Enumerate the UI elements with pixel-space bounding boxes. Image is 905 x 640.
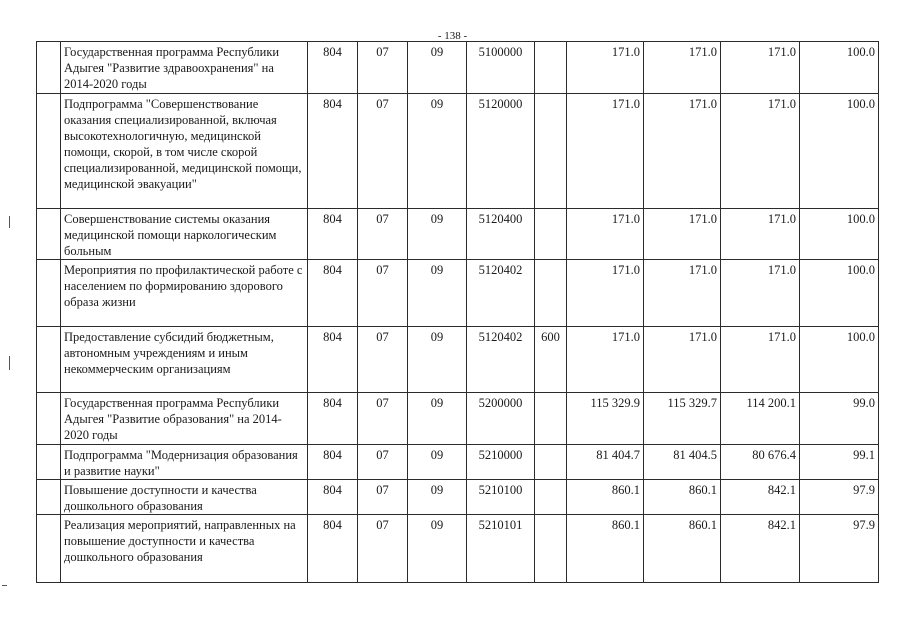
ministry-code: 804 xyxy=(308,94,358,209)
execution-percent: 99.0 xyxy=(800,393,879,445)
subsection-code: 09 xyxy=(408,42,467,94)
subsection-code: 09 xyxy=(408,515,467,583)
subsection-code: 09 xyxy=(408,445,467,480)
expense-type-code xyxy=(535,209,567,260)
plan-amount: 171.0 xyxy=(567,260,644,327)
table-row xyxy=(37,445,879,480)
table-row xyxy=(37,42,879,94)
actual-amount: 171.0 xyxy=(721,42,800,94)
table-row xyxy=(37,327,879,393)
expense-type-code xyxy=(535,260,567,327)
execution-percent: 97.9 xyxy=(800,480,879,515)
actual-amount: 842.1 xyxy=(721,480,800,515)
target-article-code: 5120402 xyxy=(467,327,535,393)
table-row xyxy=(37,94,879,209)
row-number-cell xyxy=(37,480,61,515)
execution-percent: 100.0 xyxy=(800,327,879,393)
execution-percent: 100.0 xyxy=(800,260,879,327)
target-article-code: 5120400 xyxy=(467,209,535,260)
section-code: 07 xyxy=(358,42,408,94)
row-number-cell xyxy=(37,42,61,94)
table-row xyxy=(37,260,879,327)
table-row xyxy=(37,480,879,515)
section-code: 07 xyxy=(358,393,408,445)
section-code: 07 xyxy=(358,480,408,515)
refined-plan-amount: 171.0 xyxy=(644,42,721,94)
budget-item-name: Предоставление субсидий бюджетным, автономным учреждениям и иным некоммерческим организациям xyxy=(61,327,308,393)
plan-amount: 171.0 xyxy=(567,94,644,209)
refined-plan-amount: 171.0 xyxy=(644,327,721,393)
section-code: 07 xyxy=(358,445,408,480)
target-article-code: 5100000 xyxy=(467,42,535,94)
ministry-code: 804 xyxy=(308,42,358,94)
refined-plan-amount: 171.0 xyxy=(644,94,721,209)
section-code: 07 xyxy=(358,94,408,209)
row-number-cell xyxy=(37,327,61,393)
subsection-code: 09 xyxy=(408,393,467,445)
actual-amount: 171.0 xyxy=(721,209,800,260)
execution-percent: 97.9 xyxy=(800,515,879,583)
table-row xyxy=(37,393,879,445)
expense-type-code: 600 xyxy=(535,327,567,393)
row-number-cell xyxy=(37,445,61,480)
execution-percent: 100.0 xyxy=(800,94,879,209)
expense-type-code xyxy=(535,515,567,583)
plan-amount: 81 404.7 xyxy=(567,445,644,480)
target-article-code: 5210100 xyxy=(467,480,535,515)
execution-percent: 99.1 xyxy=(800,445,879,480)
budget-item-name: Мероприятия по профилактической работе с населением по формированию здорового образа жизни xyxy=(61,260,308,327)
budget-item-name: Реализация мероприятий, направленных на повышение доступности и качества дошкольного образования xyxy=(61,515,308,583)
refined-plan-amount: 115 329.7 xyxy=(644,393,721,445)
section-code: 07 xyxy=(358,260,408,327)
ministry-code: 804 xyxy=(308,515,358,583)
execution-percent: 100.0 xyxy=(800,209,879,260)
refined-plan-amount: 860.1 xyxy=(644,515,721,583)
table-row xyxy=(37,515,879,583)
plan-amount: 115 329.9 xyxy=(567,393,644,445)
actual-amount: 842.1 xyxy=(721,515,800,583)
ministry-code: 804 xyxy=(308,260,358,327)
budget-item-name: Государственная программа Республики Адыгея "Развитие здравоохранения" на 2014-2020 годы xyxy=(61,42,308,94)
ministry-code: 804 xyxy=(308,480,358,515)
row-number-cell xyxy=(37,515,61,583)
plan-amount: 171.0 xyxy=(567,209,644,260)
target-article-code: 5210101 xyxy=(467,515,535,583)
refined-plan-amount: 171.0 xyxy=(644,260,721,327)
subsection-code: 09 xyxy=(408,480,467,515)
subsection-code: 09 xyxy=(408,260,467,327)
refined-plan-amount: 171.0 xyxy=(644,209,721,260)
actual-amount: 171.0 xyxy=(721,327,800,393)
target-article-code: 5120402 xyxy=(467,260,535,327)
actual-amount: 171.0 xyxy=(721,260,800,327)
target-article-code: 5200000 xyxy=(467,393,535,445)
refined-plan-amount: 81 404.5 xyxy=(644,445,721,480)
table-row xyxy=(37,209,879,260)
expense-type-code xyxy=(535,393,567,445)
subsection-code: 09 xyxy=(408,327,467,393)
plan-amount: 171.0 xyxy=(567,42,644,94)
margin-mark xyxy=(9,216,10,228)
expense-type-code xyxy=(535,445,567,480)
target-article-code: 5120000 xyxy=(467,94,535,209)
expense-type-code xyxy=(535,480,567,515)
section-code: 07 xyxy=(358,515,408,583)
actual-amount: 171.0 xyxy=(721,94,800,209)
row-number-cell xyxy=(37,94,61,209)
refined-plan-amount: 860.1 xyxy=(644,480,721,515)
ministry-code: 804 xyxy=(308,445,358,480)
budget-item-name: Повышение доступности и качества дошкольного образования xyxy=(61,480,308,515)
subsection-code: 09 xyxy=(408,94,467,209)
budget-item-name: Подпрограмма "Модернизация образования и развитие науки" xyxy=(61,445,308,480)
page-number: - 138 - xyxy=(437,30,468,42)
expense-type-code xyxy=(535,94,567,209)
row-number-cell xyxy=(37,393,61,445)
row-number-cell xyxy=(37,209,61,260)
actual-amount: 114 200.1 xyxy=(721,393,800,445)
row-number-cell xyxy=(37,260,61,327)
budget-item-name: Государственная программа Республики Адыгея "Развитие образования" на 2014-2020 годы xyxy=(61,393,308,445)
execution-percent: 100.0 xyxy=(800,42,879,94)
ministry-code: 804 xyxy=(308,327,358,393)
actual-amount: 80 676.4 xyxy=(721,445,800,480)
ministry-code: 804 xyxy=(308,209,358,260)
margin-mark xyxy=(9,356,10,370)
margin-mark xyxy=(2,585,7,586)
target-article-code: 5210000 xyxy=(467,445,535,480)
plan-amount: 860.1 xyxy=(567,515,644,583)
budget-item-name: Совершенствование системы оказания медицинской помощи наркологическим больным xyxy=(61,209,308,260)
plan-amount: 171.0 xyxy=(567,327,644,393)
section-code: 07 xyxy=(358,327,408,393)
subsection-code: 09 xyxy=(408,209,467,260)
expense-type-code xyxy=(535,42,567,94)
ministry-code: 804 xyxy=(308,393,358,445)
budget-table xyxy=(36,41,879,583)
section-code: 07 xyxy=(358,209,408,260)
budget-item-name: Подпрограмма "Совершенствование оказания специализированной, включая высокотехнологичную, медицинской помощи, скорой, в том числе скорой специализированной, медицинской помощи, медицинской эвакуации" xyxy=(61,94,308,209)
plan-amount: 860.1 xyxy=(567,480,644,515)
